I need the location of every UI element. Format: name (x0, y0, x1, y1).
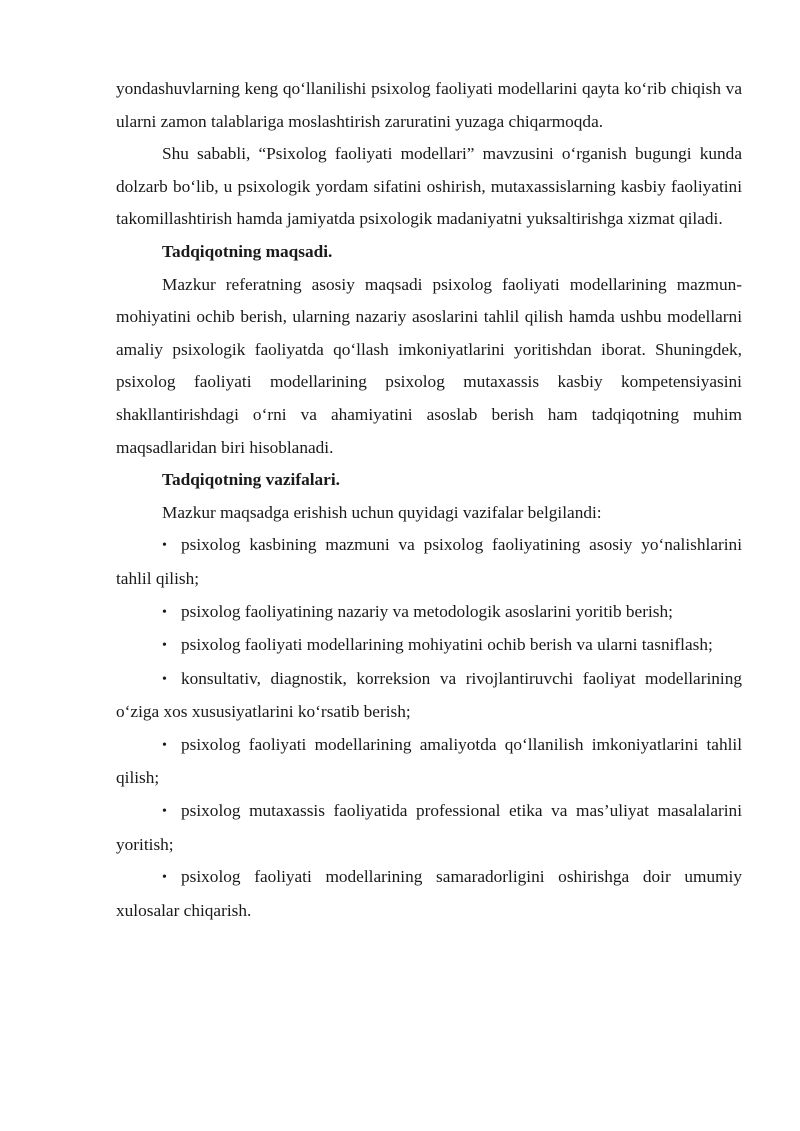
heading-research-goal: Tadqiqotning maqsadi. (162, 241, 333, 261)
document-page (116, 73, 742, 927)
bullet-icon: • (162, 604, 167, 620)
list-item (116, 629, 742, 663)
bullet-icon: • (162, 870, 167, 886)
list-item (116, 596, 742, 630)
list-item (116, 795, 742, 861)
paragraph-research-goal: Mazkur referatning asosiy maqsadi psixolog faoliyati modellarining mazmun-mohiyatini ochib berish, ularning nazariy asoslarini tahlil qilish hamda ushbu modellarni amaliy psixologik faoliyatda qo‘llash imkoniyatlarini yoritishdan iborat. Shuningdek, psixolog faoliyati modellarining psixolog mutaxassis kasbiy kompetensiyasini shakllantirishdagi o‘rni va ahamiyatini asoslab berish ham tadqiqotning muhim maqsadlaridan biri hisoblanadi. (116, 274, 742, 457)
list-item-text: psixolog faoliyati modellarining mohiyatini ochib berish va ularni tasniflash; (181, 635, 713, 655)
bullet-icon: • (162, 804, 167, 820)
list-item (116, 729, 742, 795)
paragraph-relevance: Shu sababli, “Psixolog faoliyati modellari” mavzusini o‘rganish bugungi kunda dolzarb bo‘lib, u psixologik yordam sifatini oshirish, mutaxassislarning kasbiy faoliyatini takomillashtirish hamda jamiyatda psixologik madaniyatni yuksaltirishga xizmat qiladi. (116, 144, 742, 229)
list-item-text: psixolog faoliyati modellarining amaliyotda qo‘llanilish imkoniyatlarini tahlil qilish; (116, 734, 742, 788)
bullet-icon: • (162, 671, 167, 687)
list-item-text: konsultativ, diagnostik, korreksion va rivojlantiruvchi faoliyat modellarining o‘ziga xos xususiyatlarini ko‘rsatib berish; (116, 668, 742, 722)
bullet-icon: • (162, 538, 167, 554)
list-item (116, 663, 742, 729)
list-item (116, 861, 742, 927)
bullet-icon: • (162, 638, 167, 654)
list-item-text: psixolog faoliyati modellarining samaradorligini oshirishga doir umumiy xulosalar chiqarish. (116, 867, 742, 920)
list-item-text: psixolog kasbining mazmuni va psixolog faoliyatining asosiy yo‘nalishlarini tahlil qilish; (116, 535, 742, 588)
paragraph-tasks-intro: Mazkur maqsadga erishish uchun quyidagi vazifalar belgilandi: (162, 502, 602, 522)
heading-research-tasks: Tadqiqotning vazifalari. (162, 470, 340, 490)
list-item (116, 529, 742, 595)
list-item-text: psixolog mutaxassis faoliyatida professional etika va mas’uliyat masalalarini yoritish; (116, 801, 742, 854)
bullet-icon: • (162, 737, 167, 753)
paragraph-intro-continuation: yondashuvlarning keng qo‘llanilishi psixolog faoliyati modellarini qayta ko‘rib chiqish va ularni zamon talablariga moslashtirish zaruratini yuzaga chiqarmoqda. (116, 79, 742, 131)
list-item-text: psixolog faoliyatining nazariy va metodologik asoslarini yoritib berish; (181, 601, 673, 621)
